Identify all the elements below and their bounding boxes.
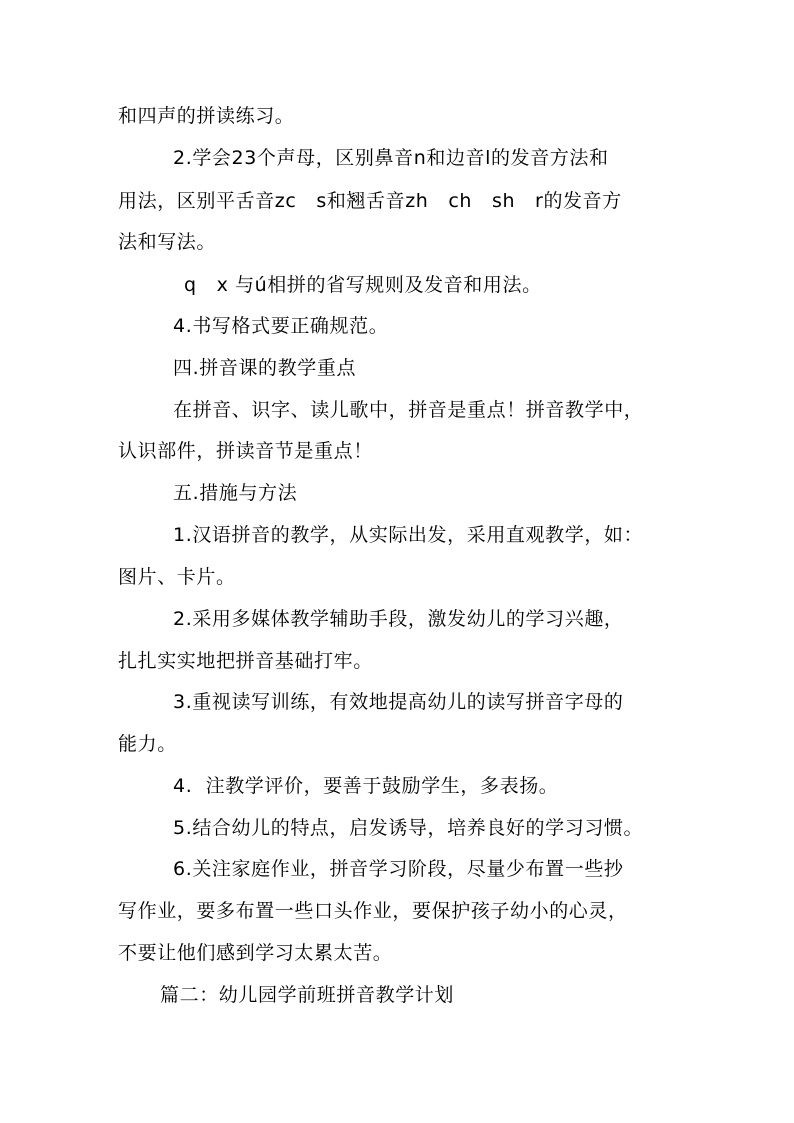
text-line: 1.汉语拼音的教学，从实际出发，采用直观教学，如： (173, 524, 644, 546)
text-line: 4.书写格式要正确规范。 (173, 315, 389, 337)
text-line: 写作业，要多布置一些口头作业，要保护孩子幼小的心灵， (118, 900, 628, 922)
text-line: 5.结合幼儿的特点，启发诱导，培养良好的学习习惯。 (173, 817, 644, 839)
text-line: 3.重视读写训练，有效地提高幼儿的读写拼音字母的 (173, 691, 624, 713)
text-line: 图片、卡片。 (118, 566, 236, 588)
text-line: q x 与ú相拼的省写规则及发音和用法。 (184, 274, 542, 296)
text-line: 能力。 (118, 733, 177, 755)
section-heading: 五.措施与方法 (173, 482, 298, 504)
section-heading: 四.拼音课的教学重点 (173, 357, 357, 379)
text-line: 和四声的拼读练习。 (118, 105, 295, 127)
text-line: 扎扎实实地把拼音基础打牢。 (118, 650, 373, 672)
text-line: 2.学会23个声母，区别鼻音n和边音l的发音方法和 (173, 147, 609, 169)
text-line: 法和写法。 (118, 231, 217, 253)
text-line: 在拼音、识字、读儿歌中，拼音是重点！拼音教学中， (173, 399, 644, 421)
text-line: 2.采用多媒体教学辅助手段，激发幼儿的学习兴趣， (173, 608, 624, 630)
text-line: 用法，区别平舌音zc s和翘舌音zh ch sh r的发音方 (118, 190, 622, 212)
text-line: 4. 注教学评价，要善于鼓励学生，多表扬。 (173, 775, 559, 797)
text-line: 不要让他们感到学习太累太苦。 (118, 942, 393, 964)
text-line: 6.关注家庭作业，拼音学习阶段，尽量少布置一些抄 (173, 858, 624, 880)
section-title: 篇二：幼儿园学前班拼音教学计划 (160, 984, 455, 1006)
text-line: 认识部件，拼读音节是重点！ (118, 440, 373, 462)
